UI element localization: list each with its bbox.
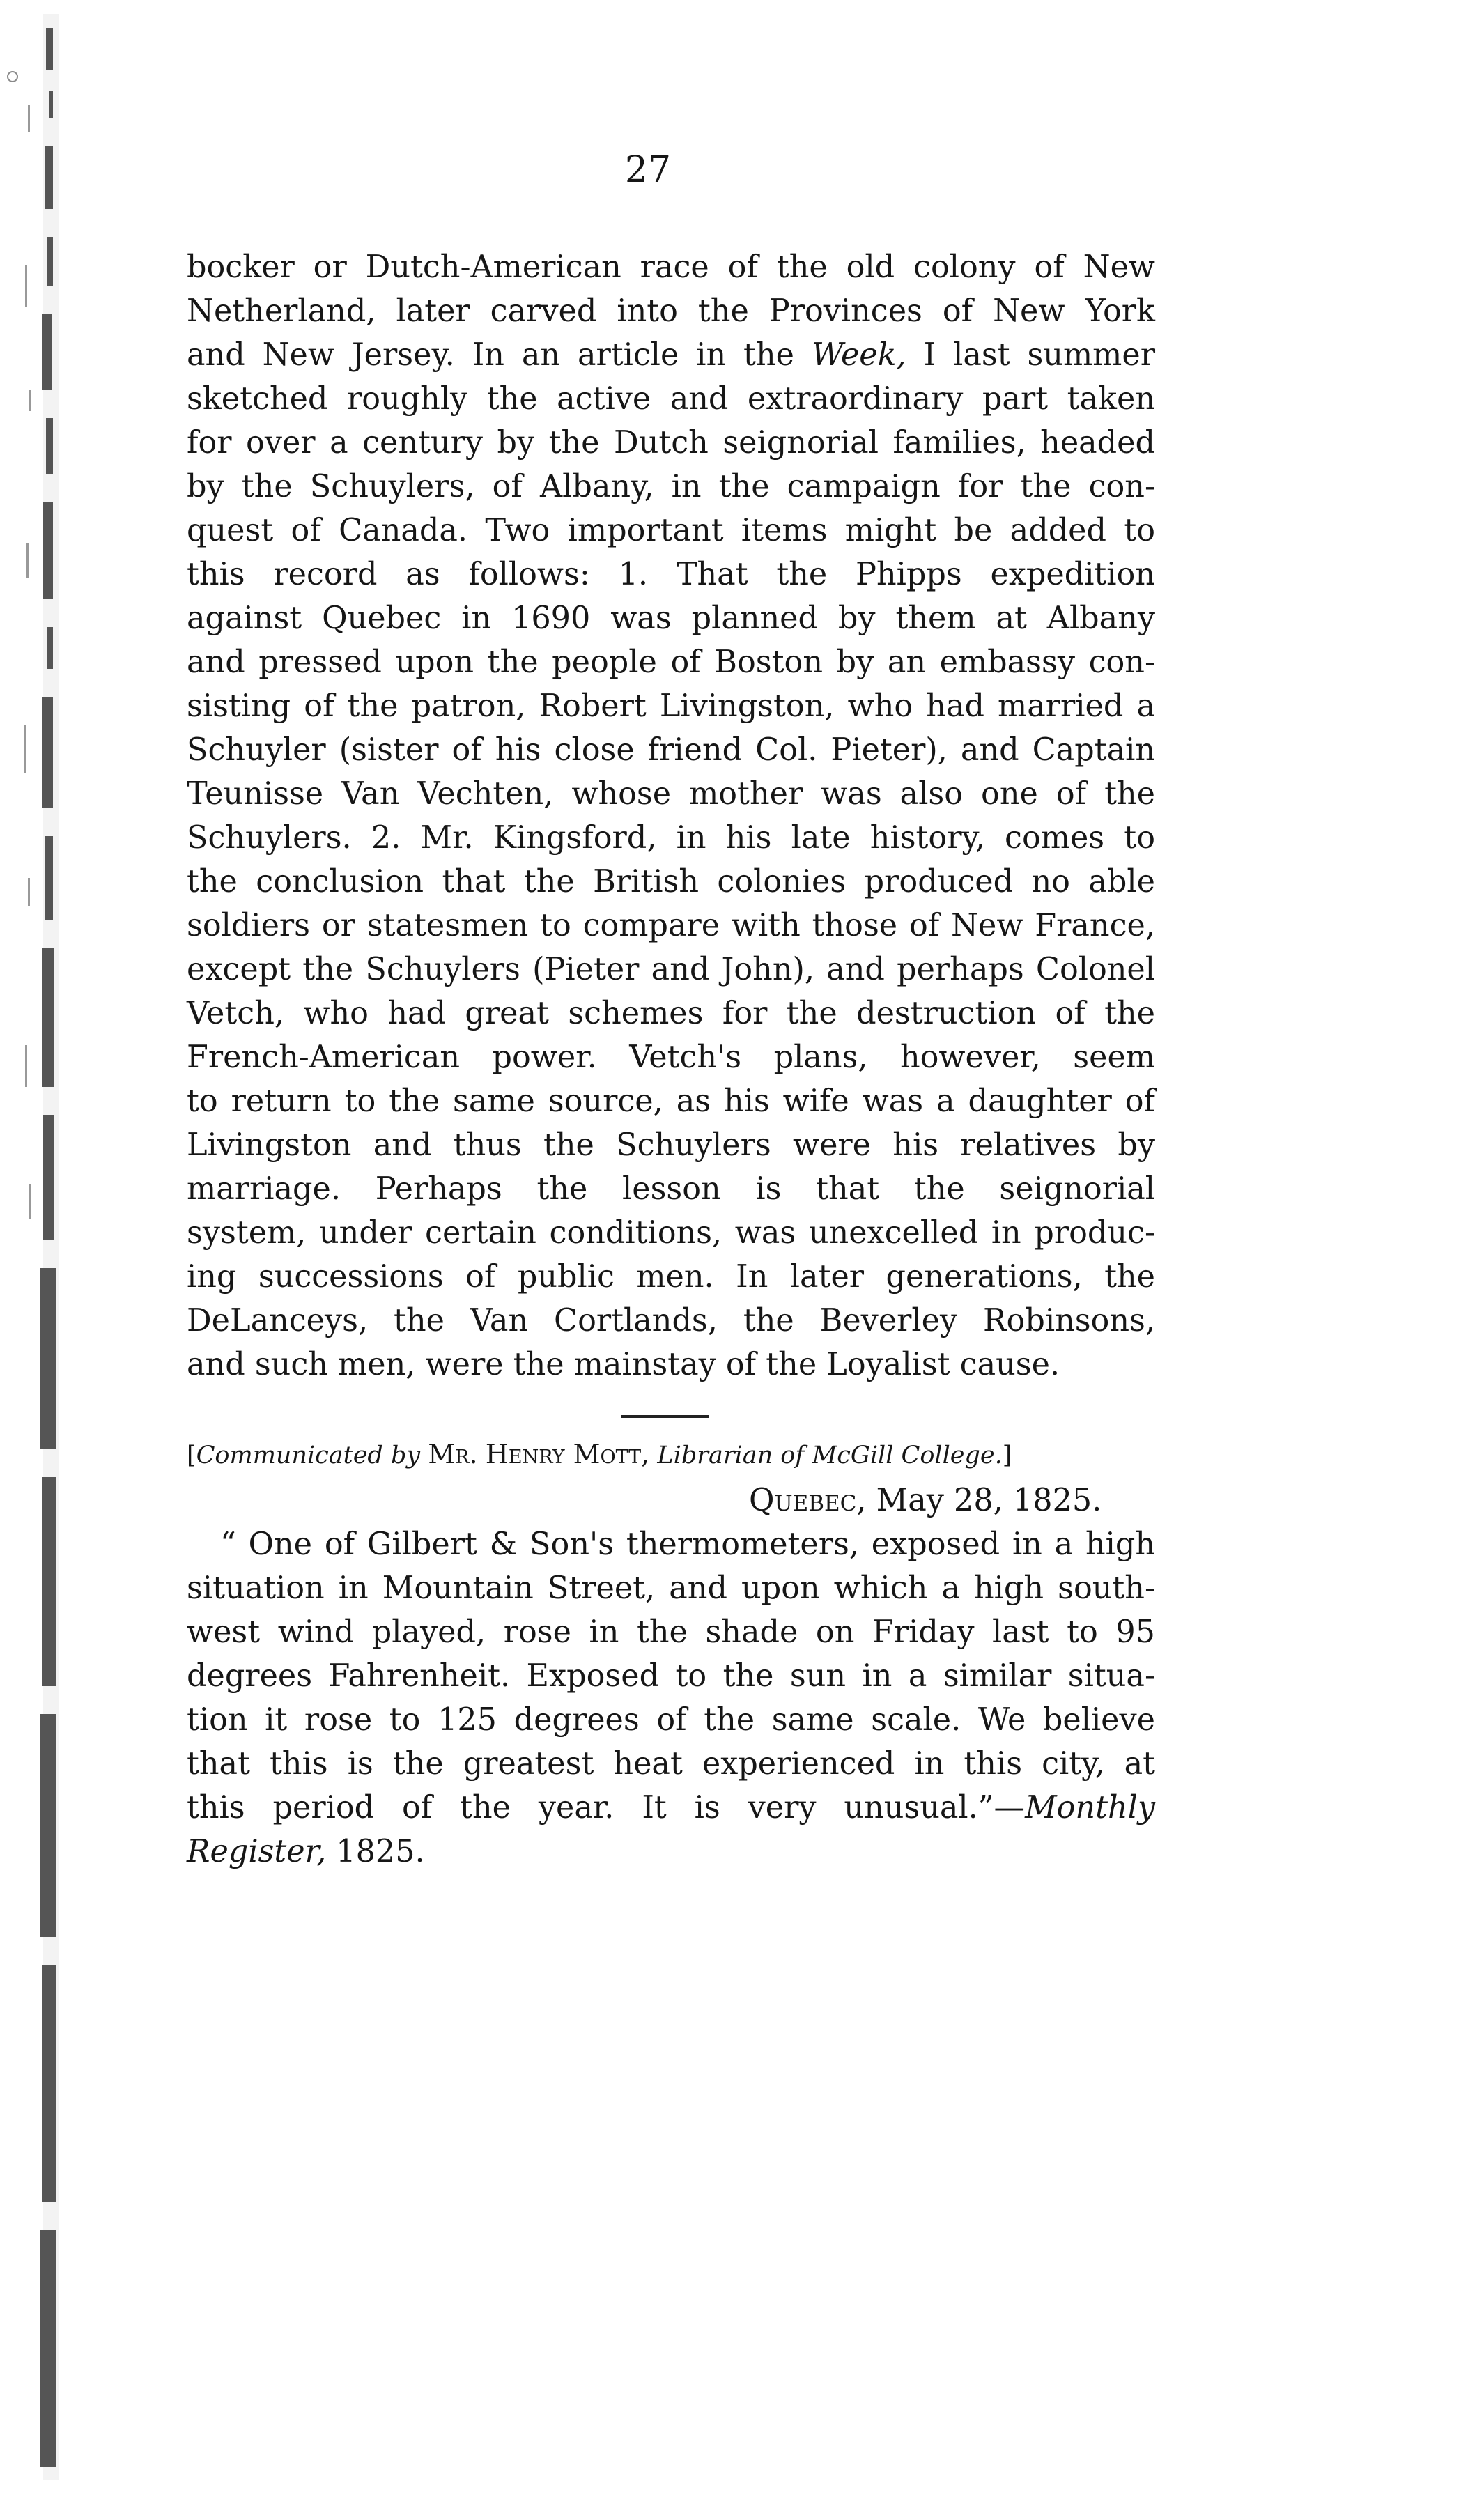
text-fragment: I last summer — [906, 337, 1155, 373]
text-line: for over a century by the Dutch seignorial families, headed — [187, 425, 1155, 461]
text-line: Teunisse Van Vechten, whose mother was also one of the — [187, 776, 1155, 812]
text-line: by the Schuylers, of Albany, in the campaign for the con- — [187, 469, 1155, 504]
text-line: sisting of the patron, Robert Livingston, who had married a — [187, 688, 1155, 724]
section-divider — [621, 1415, 709, 1418]
text-line: Schuyler (sister of his close friend Col. Pieter), and Captain — [187, 732, 1155, 768]
text-line: quest of Canada. Two important items might be added to — [187, 513, 1155, 548]
text-line: that this is the greatest heat experienced in this city, at — [187, 1746, 1155, 1782]
text-line: degrees Fahrenheit. Exposed to the sun in a similar situa- — [187, 1658, 1155, 1694]
text-line: situation in Mountain Street, and upon which a high south- — [187, 1570, 1155, 1606]
text-line: French-American power. Vetch's plans, however, seem — [187, 1040, 1155, 1075]
communicated-note — [187, 1437, 1155, 1473]
text-line: ing successions of public men. In later generations, the — [187, 1259, 1155, 1295]
text-line: “ One of Gilbert & Son's thermometers, exposed in a high — [220, 1527, 1155, 1562]
text-fragment: and New Jersey. In an article in the — [187, 337, 812, 373]
text-line: Netherland, later carved into the Provinces of New York — [187, 293, 1155, 329]
italic-title-week: Week, — [811, 337, 906, 373]
text-line: the conclusion that the British colonies produced no able — [187, 864, 1155, 900]
close-bracket: ] — [1002, 1442, 1012, 1469]
open-bracket: [ — [187, 1442, 196, 1469]
italic-source: Monthly — [1025, 1790, 1155, 1826]
text-fragment: this period of the year. It is very unusual.”— — [187, 1790, 1026, 1826]
text-line: marriage. Perhaps the lesson is that the seignorial — [187, 1171, 1155, 1207]
text-line: and such men, were the mainstay of the Loyalist cause. — [187, 1347, 1060, 1382]
quoted-paragraph — [187, 1522, 1155, 1874]
text-line: this record as follows: 1. That the Phipps expedition — [187, 557, 1155, 592]
text-line: to return to the same source, as his wife was a daughter of — [187, 1083, 1155, 1119]
italic-source: Register, — [187, 1834, 327, 1869]
text-line: except the Schuylers (Pieter and John), and perhaps Colonel — [187, 952, 1155, 987]
text-line — [187, 1830, 1155, 1874]
text-line: bocker or Dutch-American race of the old colony of New — [187, 249, 1155, 285]
text-line: system, under certain conditions, was unexcelled in produc- — [187, 1215, 1155, 1251]
scan-binding-edge — [0, 0, 63, 2493]
text-line — [187, 1786, 1155, 1830]
dateline-place: Quebec, — [749, 1483, 867, 1518]
dateline — [749, 1479, 1102, 1522]
text-line: Schuylers. 2. Mr. Kingsford, in his late history, comes to — [187, 820, 1155, 856]
text-line: sketched roughly the active and extraordinary part taken — [187, 381, 1155, 417]
text-line: and pressed upon the people of Boston by an embassy con- — [187, 645, 1155, 680]
text-line: DeLanceys, the Van Cortlands, the Beverley Robinsons, — [187, 1303, 1155, 1338]
main-paragraph — [187, 245, 1155, 1387]
text-line: Livingston and thus the Schuylers were his relatives by — [187, 1127, 1155, 1163]
text-line: against Quebec in 1690 was planned by them at Albany — [187, 601, 1155, 636]
communicator-name: Henry Mott, — [485, 1439, 650, 1469]
text-line: west wind played, rose in the shade on Friday last to 95 — [187, 1614, 1155, 1650]
text-line: soldiers or statesmen to compare with those of New France, — [187, 908, 1155, 943]
communicator-role: Librarian of McGill College. — [657, 1442, 1003, 1469]
communicator-title: Mr. — [428, 1439, 478, 1469]
text-line — [187, 333, 1155, 377]
text-line: Vetch, who had great schemes for the destruction of the — [187, 996, 1155, 1031]
text-fragment: 1825. — [326, 1834, 425, 1869]
dateline-date: May 28, 1825. — [866, 1483, 1102, 1518]
communicated-prefix: Communicated by — [196, 1442, 428, 1469]
page-number: 27 — [624, 149, 672, 191]
text-line: tion it rose to 125 degrees of the same scale. We believe — [187, 1702, 1155, 1738]
